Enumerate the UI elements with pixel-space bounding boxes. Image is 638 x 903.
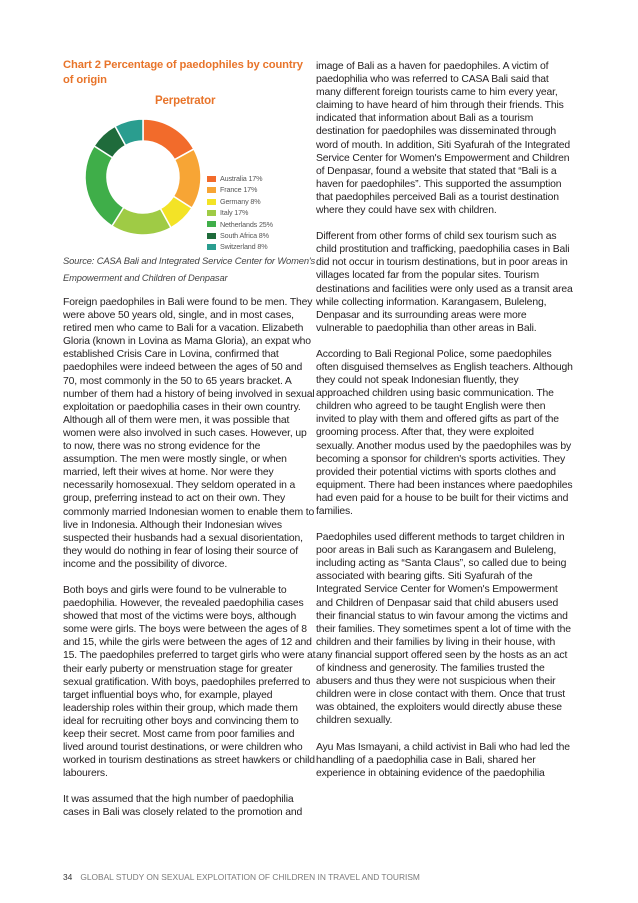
legend-label: France 17%	[220, 185, 258, 195]
legend-item	[207, 219, 273, 230]
legend-swatch	[207, 199, 216, 205]
legend-label: Switzerland 8%	[220, 242, 268, 252]
legend-swatch	[207, 176, 216, 182]
legend-item	[207, 173, 273, 184]
legend-swatch	[207, 221, 216, 227]
page-footer	[63, 872, 420, 882]
chart-subtitle: Perpetrator	[155, 95, 216, 107]
right-column	[316, 60, 573, 793]
right-paragraph-5: Ayu Mas Ismayani, a child activist in Bali who had led the handling of a paedophilia case in Bali, shared her experience in obtaining evidence of the paedophilia	[316, 741, 570, 779]
chart-container	[63, 95, 316, 250]
legend-swatch	[207, 233, 216, 239]
right-paragraph-3: According to Bali Regional Police, some paedophiles often disguised themselves as English teachers. Although they could not speak Indonesian fluently, they approached children using basic communication. The children who agreed to be taught English were then invited to play with them and offered gifts as part of the grooming process. After that, they were exploited sexually. Another modus used by the paedophiles was by becoming a sponsor for children's sports activities. They provided their potential victims with sports clothes and equipment. There had been instances where paedophiles had even paid for a house to be built for their victims and families.	[316, 348, 573, 517]
page-number: 34	[63, 872, 73, 882]
legend-label: Netherlands 25%	[220, 219, 273, 229]
chart-source: Source: CASA Bali and Integrated Service Center for Women's Empowerment and Children of Denpasar	[63, 255, 316, 283]
legend-label: Germany 8%	[220, 196, 261, 206]
legend-label: South Africa 8%	[220, 231, 269, 241]
legend-label: Australia 17%	[220, 174, 263, 183]
legend-swatch	[207, 210, 216, 216]
footer-title: GLOBAL STUDY ON SEXUAL EXPLOITATION OF CHILDREN IN TRAVEL AND TOURISM	[80, 872, 420, 882]
left-paragraph-1: Foreign paedophiles in Bali were found to be men. They were above 50 years old, single, and in most cases, retired men who came to Bali for a vacation. Elizabeth Gloria (known in Lovina as Mama Gloria), an expat who established Crisis Care in Lovina, confirmed that paedophiles were indeed between the ages of 50 and 70, most commonly in the 50 to 65 years bracket. A number of them had a history of being involved in sexual exploitation or paedophilia cases in their own country. Although all of them were men, it was possible that women were also involved in such cases. However, up to now, there was no strong evidence for the assumption. The men were mostly single, or when married, left their wives at home. Nor were they necessarily homosexual. They seldom operated in a group, preferring instead to act on their own. They commonly married Indonesian women to enable them to live in Indonesia. Although their Indonesian wives suspected their husbands had a sexual disorientation, they would do nothing in fear of losing their source of income and the possibility of divorce.	[63, 297, 315, 570]
legend-item	[207, 230, 273, 241]
left-paragraph-3: It was assumed that the high number of paedophilia cases in Bali was closely related to the promotion and	[63, 794, 303, 819]
right-paragraph-4: Paedophiles used different methods to target children in poor areas in Bali such as Karangasem and Buleleng, including acting as “Santa Claus”, so called due to being associated with bearing gifts. Siti Syafurah of the Integrated Service Center for Women's Empowerment and Children of Denpasar said that child abusers used their financial status to win favour among the victims and their families. They sometimes spent a lot of time with the children and their families by living in their house, with any financial support offered seen by the hosts as an act of kindness and generosity. The families trusted the abusers and thus they were not suspicious when their children were in close contact with them. Once that trust was obtained, the exploiters would directly abuse these children sexually.	[316, 532, 571, 727]
legend-swatch	[207, 187, 216, 193]
legend-swatch	[207, 244, 216, 250]
legend-item	[207, 196, 273, 207]
right-paragraph-2: Different from other forms of child sex tourism such as child prostitution and trafficking, paedophilia cases in Bali did not occur in tourism destinations, but in poor areas in villages located far from the popular sites. Tourism destinations and facilities were only used as a transit area while collecting information. Karangasem, Buleleng, Denpasar and its surrounding areas were more vulnerable to paedophilia than other areas in Bali.	[316, 231, 573, 334]
right-paragraph-1: image of Bali as a haven for paedophiles. A victim of paedophilia who was referred to CASA Bali said that many different foreign tourists came to him every year, claiming to have heard of him through their friends. This indicated that information about Bali as a tourism destination for paedophiles was disseminated through word of mouth. In addition, Siti Syafurah of the Integrated Service Center for Women's Empowerment and Children of Denpasar, found a website that stated that “Bali is a haven for paedophiles”. This supported the assumption that paedophiles perceived Bali as a tourist destination where they could have sex with children.	[316, 61, 570, 217]
legend-label: Italy 17%	[220, 208, 249, 218]
donut-slice-netherlands	[85, 146, 124, 226]
chart-title: Chart 2 Percentage of paedophiles by country of origin	[63, 59, 303, 86]
legend-item	[207, 241, 273, 252]
left-paragraph-2: Both boys and girls were found to be vulnerable to paedophilia. However, the revealed paedophilia cases showed that most of the victims were boys, although some were girls. The boys were between the ages of 8 and 15, while the girls were between the ages of 12 and 15. The paedophiles preferred to target girls who were at their early puberty or menstruation stage for greater sexual gratification. With boys, paedophiles preferred to target influential boys who, for example, played leadership roles within their group, which made them ideal for recruiting other boys and convincing them to keep their secret. Most came from poor families and lived around tourist destinations, or were children who worked in tourism destinations as street hawkers or child labourers.	[63, 584, 316, 780]
legend-item	[207, 207, 273, 218]
donut-chart	[81, 115, 205, 239]
legend-item	[207, 184, 273, 195]
chart-legend	[207, 173, 273, 253]
left-column	[63, 58, 316, 833]
